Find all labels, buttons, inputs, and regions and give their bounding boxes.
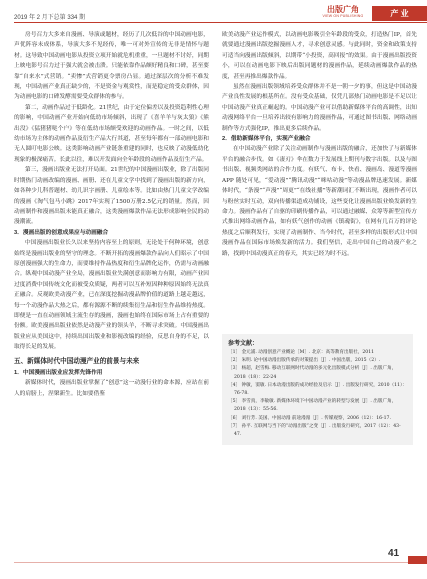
reference-item: ［6］ 刘行芳. 美国、中国动漫 前途漫漫［J］. 传媒观察，2006（12）：16-17. — [228, 415, 391, 421]
references-list — [228, 349, 407, 439]
section-heading: 3．漫画出版的创意成果应与动画融合 — [14, 229, 109, 236]
paragraph: 房号召力大多来自漫画、导演或题材，经历了几次低谷的中国动画电影，声优阵容未成体系，导演大多不见经传，唯一可对外宣传的无非是情怀与题材。这导致中国动画电影从投资立项开始就危机重重，一旦题材不讨好，同期上映电影号召力过于强大就会被击溃。只能依靠作品颇好精良和口碑，甚至要靠“自来水”式营销。“卖惨”式营销更令票房凸显。通过深层次的分析不难发现，中国动画产业真正缺少的，不是资金与观赏性，而是稳定的受众群体，因为动画电影的口碑发酵需要受众群体的参与。 — [14, 32, 209, 101]
paragraph: 新媒体时代，漫画出版业掌握了“创意”这一动漫行业的命本源，应站在前人的肩膀上，涅槃新生。比如要借鉴 — [14, 380, 209, 397]
reference-item: ［4］ 钟敏，窦敏. 日本动漫出版的成功经验及启示［J］. 出版发行研究，2010（11）：76-78. — [228, 382, 407, 397]
paragraph: 虽然在漫画出版领域培养受众群体并不是一朝一夕的事，但这是中国动漫产业良性发展的根基所在。没有受众基础，仅凭几部热门动画电影是不足以让中国动漫产业真正崛起的。中国动漫产业可以借助新媒体平台的高调性，出知动漫网络平台一旦培养出较有影响力的漫画作品，可通过图书出版、网络动画制作等方式强化IP，推出更多后续作品。 — [222, 84, 417, 132]
page-header — [0, 0, 427, 34]
paragraph: 第二，动画作品过于低龄化。21世纪，由于定位偏差以及投资趋利性心理的影响，中国动画产业开始向低幼市场倾斜，出现了《喜羊羊与灰太狼》《熊出没》《猛猪猪哒个户》等在低幼市场颇受欢迎的动画作品。一时之间，以低幼市场为主体的动画作品及衍生产品大行其道，甚至每年都有一部动画电影和无人圆叮电影公映。这类影响动画产业链条重建的同时，也反映了动漫低幼化现象的极深痛苦。长此以往，难以开发面向全年龄段的动画作品及衍生产品。 — [14, 104, 209, 163]
references-box — [222, 334, 413, 445]
issue-info: 2019 年 2 月下总第 334 期 — [14, 15, 86, 21]
reference-item: ［1］ 金元浦. 动漫创意产业概论［M］. 北京：高等教育出版社，2011 — [228, 350, 375, 355]
reference-item: ［7］ 孙平. 互联网与当下的“动漫出版”之变［J］. 出版发行研究，2017（12）：43-47. — [228, 423, 401, 438]
right-column — [222, 30, 417, 259]
logo-title: 出版广角 — [327, 5, 359, 14]
logo-subtitle: VIEW ON PUBLISHING — [322, 14, 364, 18]
section-heading: 五、新媒体时代中国动漫产业的前景与未来 — [14, 357, 140, 365]
section-heading: 2．借助新媒体平台，实现产业融合 — [222, 136, 311, 143]
section-tab: 产 业 — [372, 6, 427, 21]
references-title: 参考文献： — [228, 341, 259, 347]
left-column — [14, 30, 209, 399]
reference-item: ［2］ 朱明. 论中国动漫出版传承的对策提出［J］. 中国出版，2015（2）. — [228, 358, 381, 364]
corner-mark — [408, 556, 427, 564]
reference-item: ［3］ 杨超，赵雪梅. 移动互联网时代动漫的多元化出版模式分析［J］. 出版广角，2018（18）：22-24 — [228, 366, 397, 380]
paragraph: 中国漫画出版业长久以来坚持内容至上的原则，无论处于何种环境，创意始终是漫画出版业的坚守的理念。不断开拓的漫画爆款作品向人们昭示了中国原创漫画强大的生命力，而要维持作品热度和衍生品牌化运作，仍需与动画融合。纵观中国动漫产业全局，漫画出版业失满创意而影响力有限，动画产业因过度消费中国传统文化而被受众质疑，两者可以互补短因种种原因始终无法真正融合。反观欧美动漫产业，已在深度挖掘动漫品牌价值的道路上越走越远，每一个动漫作品大热之后，都有源源不断的续集衍生品和衍生作品维持热度。即便是一直在动画领域主流生存的漫画，漫画也始终在国际市场上占有重要的份额。欧美漫画出版业依然是动漫产业的领头羊，不断寻求突破。中国漫画出版业应从美国这中，持续出国出版业和影视改编的经验，反思自身的不足，以取得长足的发展。 — [14, 240, 209, 351]
footer-rule — [14, 562, 427, 563]
journal-logo — [318, 5, 368, 18]
paragraph: 在中国动漫产业除了关注动画制作与漫画出版的融合，还加快了与新媒体平台的融合步伐。如《凄刃》伞在数力于发展线上期刊与数字出版。以及与图书出版、视频类网站的合作力度。有妖气、布卡、快看、漫画岛、漫道等漫画APP 随处可见，“爱动漫”“腾讯动漫”“咪咕动漫”等动漫品牌迅速发展。新媒体时代，“条漫”“声漫”“周更”“在线社播”等新潮词汇不断出现，漫画作者可以与粉丝实时互动，双向传播渠道成功铺设，这些变化让漫画出版业焕发新的生命力。漫画作品有了自驱的印刷传播作品，可以通过融媒、众筹等新型宣传方式推出网络动画作品，如有妖气创作的动画《镇魂街》，在网有几百万的评论热度之后顺利发行，实现了动画制作、当今时代，甚至多样的出版形式让中国漫画作品在国际市场焕发新的活力。我们坚信，走出中国自己的动漫产业之路，找到中国动漫真正的春天，其实已经为时不远。 — [222, 146, 417, 257]
paragraph: 欧美动漫产业运作模式，以动画电影吸引全年龄段的受众，打造热门IP，首先就要通过漫画出版挖掘漫画人才，寻求创意灵感。与此同时，资金和政策支持可适当向漫画出版倾斜，以期带“小投资，高回报”的效果。由于漫画出版投资小，可以在动画电影下映后出版同题材的漫画作品，延续动画爆款作品的热度，甚至再推出爆款作品。 — [222, 32, 417, 80]
header-rule — [14, 22, 427, 23]
reference-item: ［5］ 李雪真，李敏敏. 新媒体环境下中国动漫产业的转型与发展［J］. 出版广角，2018（13）：55-56. — [228, 399, 397, 413]
paragraph: 第三，漫画出版业无法打开局面。21世纪的中国漫画出版业，除了出版同时期热门动画改编的漫画、画册、还在儿童文学中找到了漫画出版的新方向，如各种少儿科普题材、幼儿识字画册、儿童绘本等。比如由热门儿童文学改编的漫画《淘气包马小跳》2017年实现了1500万册2.5亿元的销量。然而，因动画制作和漫画出版未能真正融合，这类漫画爆款作品无法形成影响全民的动漫潮流。 — [14, 167, 209, 226]
page-number: 41 — [388, 548, 400, 559]
section-heading: 1．中国漫画出版业应发挥先锋作用 — [14, 370, 103, 376]
